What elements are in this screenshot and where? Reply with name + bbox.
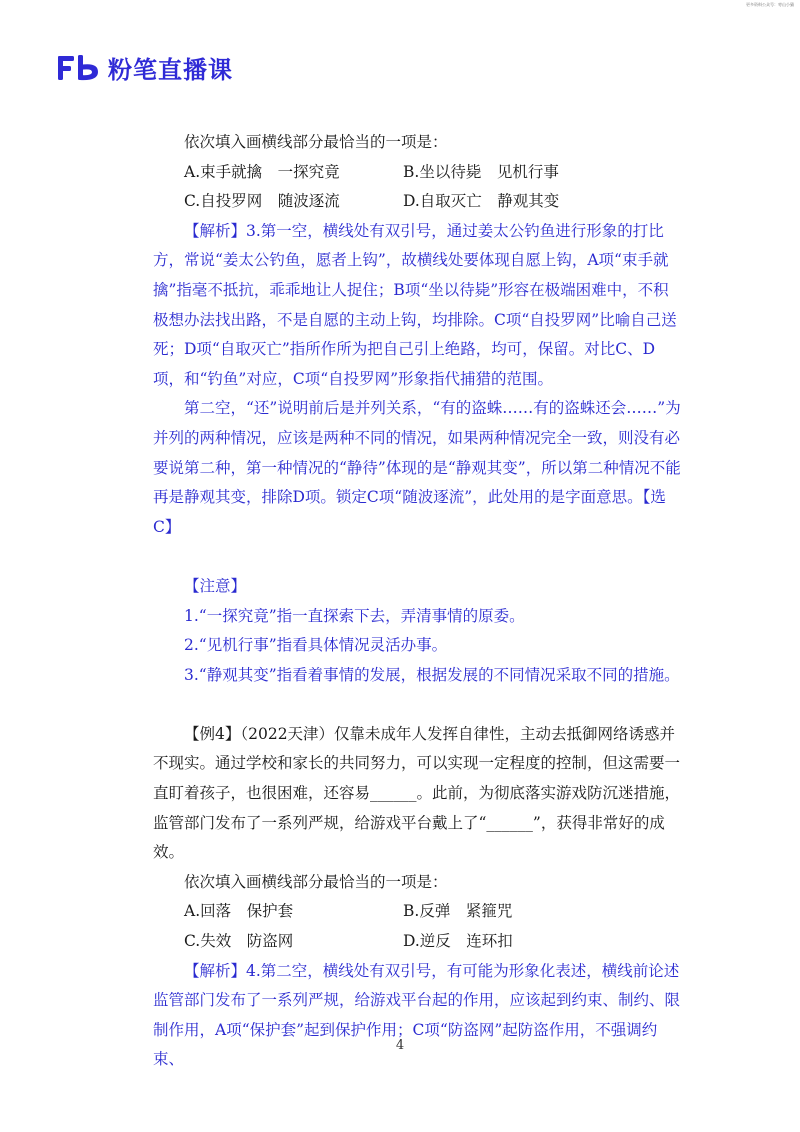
q3-analysis-1: 【解析】3.第一空，横线处有双引号，通过姜太公钓鱼进行形象的打比方，常说“姜太公钓鱼，愿者上钩”，故横线处要体现自愿上钩，A项“束手就擒”指毫不抵抗，乖乖地让人捉住；B项“坐以待毙”形容在极端困难中，不积极想办法找出路，不是自愿的主动上钩，均排除。C项“自投罗网”比喻自己送死；D项“自取灭亡”指所作所为把自己引上绝路，均可，保留。对比C、D项，和“钓鱼”对应，C项“自投罗网”形象指代捕猎的范围。 [153,221,677,388]
brand-header [58,50,233,85]
q4-options-row-2 [153,927,683,957]
fenbi-logo-icon [58,53,102,83]
note-item-2: 2.“见机行事”指看具体情况灵活办事。 [184,636,448,655]
q3-option-a: A.束手就擒 一探究竟 [184,162,340,181]
note-item-3: 3.“静观其变”指看着事情的发展，根据发展的不同情况采取不同的措施。 [184,665,680,684]
page-number: 4 [395,1038,405,1053]
corner-note: 更多资料公众号：枣山小猫 [746,2,794,7]
brand-name: 粉笔直播课 [108,56,233,84]
q3-option-b: B.坐以待毙 见机行事 [403,162,559,181]
q4-option-b: B.反弹 紧箍咒 [403,902,513,921]
q3-option-c: C.自投罗网 随波逐流 [184,192,340,211]
q4-analysis: 【解析】4.第二空，横线处有双引号，有可能为形象化表述，横线前论述监管部门发布了一系列严规，给游戏平台起的作用，应该起到约束、制约、限制作用，A项“保护套”起到保护作用；C项“防盗网”起防盗作用，不强调约束、 [153,961,681,1069]
note-item-1: 1.“一探究竟”指一直探索下去，弄清事情的原委。 [184,606,525,625]
q3-prompt: 依次填入画横线部分最恰当的一项是： [184,133,448,151]
q3-options-row-1 [153,158,683,188]
q4-option-c: C.失效 防盗网 [184,932,294,951]
q3-options-row-2 [153,187,683,217]
q3-option-d: D.自取灭亡 静观其变 [403,192,560,211]
q4-stem: 【例4】（2022天津）仅靠未成年人发挥自律性，主动去抵御网络诱惑并不现实。通过学校和家长的共同努力，可以实现一定程度的控制，但这需要一直盯着孩子，也很困难，还容易______。此前，为彻底落实游戏防沉迷措施，监管部门发布了一系列严规，给游戏平台戴上了“______”，获得非常好的成效。 [153,724,681,862]
q3-analysis-2: 第二空，“还”说明前后是并列关系，“有的盗蛛……有的盗蛛还会……”为并列的两种情况，应该是两种不同的情况，如果两种情况完全一致，则没有必要说第二种，第一种情况的“静待”体现的是“静观其变”，所以第二种情况不能再是静观其变，排除D项。锁定C项“随波逐流”，此处用的是字面意思。【选C】 [153,399,681,536]
q4-prompt: 依次填入画横线部分最恰当的一项是： [184,872,448,891]
q4-option-a: A.回落 保护套 [184,902,294,921]
q4-option-d: D.逆反 连环扣 [403,932,513,951]
q4-options-row-1 [153,897,683,927]
notes-title: 【注意】 [184,576,247,595]
document-body [153,128,683,1075]
